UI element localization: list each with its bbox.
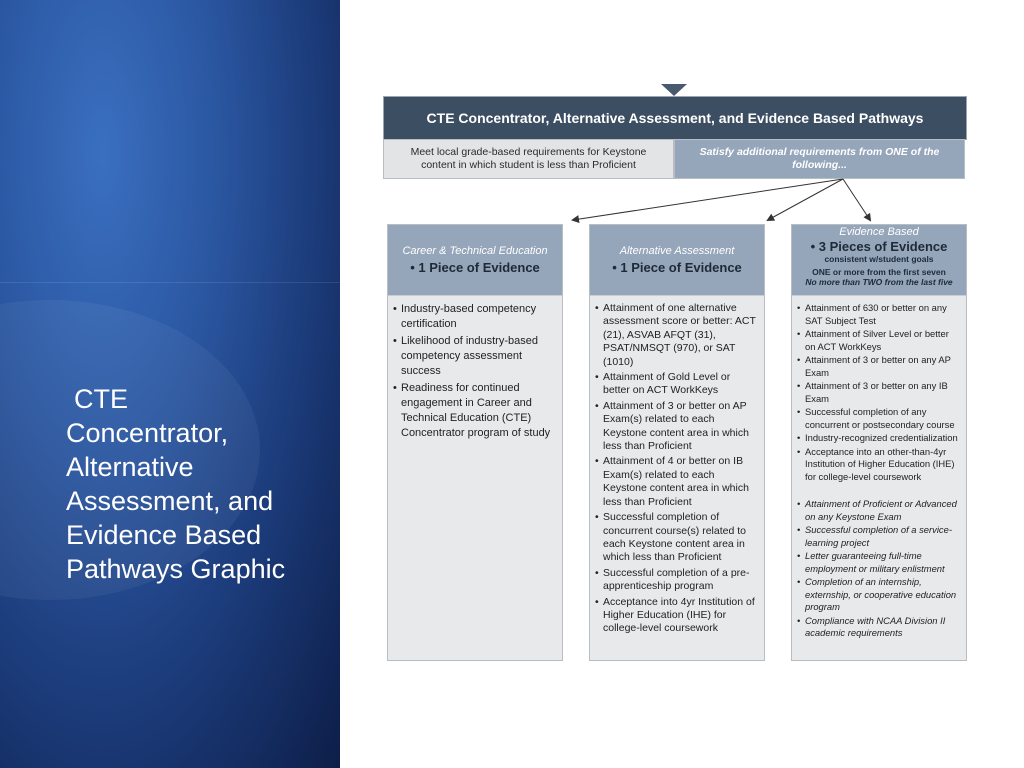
requirement-additional-line: following... [792,159,847,171]
list-item: • Letter guaranteeing full-time employment or military enlistment [797,550,961,575]
sidebar-decor-line [0,282,340,283]
list-item: • Compliance with NCAA Division II academic requirements [797,615,961,640]
list-item: • Attainment of 3 or better on any IB Exam [797,380,961,405]
column-headline: • 1 Piece of Evidence [410,260,540,275]
column-body [388,295,562,660]
list-item: • Successful completion of a pre-apprenticeship program [595,567,759,594]
requirement-local-line: Meet local grade-based requirements for Keystone [410,146,647,158]
list-item: • Industry-recognized credentialization [797,432,961,445]
column-alternative [589,224,765,661]
connector-arrows [383,84,971,244]
slide-title-line: Evidence Based [66,520,262,550]
list-item: • Attainment of 630 or better on any SAT Subject Test [797,302,961,327]
requirement-local-line: content in which student is less than Proficient [421,159,636,171]
column-header [388,225,562,295]
column-body [590,295,764,660]
column-cte [387,224,563,661]
list-item: • Likelihood of industry-based competency assessment success [393,334,557,379]
slide-title [66,382,326,586]
column-evidence [791,224,967,661]
list-item: • Successful completion of concurrent course(s) related to each Keystone content area in which less than Proficient [595,511,759,565]
list-item: • Attainment of Gold Level or better on ACT WorkKeys [595,371,759,398]
column-category: Evidence Based [839,226,919,238]
pathways-diagram [383,84,971,664]
column-header [590,225,764,295]
column-body [792,295,966,660]
list-item: • Acceptance into an other-than-4yr Institution of Higher Education (IHE) for college-level coursework [797,446,961,484]
column-headline: • 3 Pieces of Evidence [810,239,948,254]
list-item: • Industry-based competency certification [393,302,557,332]
arrow-to-cte [573,179,843,220]
slide-title-line: Concentrator, [66,418,229,448]
list-item: • Completion of an internship, externship, or cooperative education program [797,576,961,614]
list-item: • Attainment of 3 or better on AP Exam(s) related to each Keystone content area in which less than Proficient [595,400,759,454]
list-item: • Successful completion of any concurrent or postsecondary course [797,406,961,431]
slide-title-line: CTE [74,384,128,414]
slide-title-line: Assessment, and [66,486,274,516]
list-item: • Attainment of 4 or better on IB Exam(s) related to each Keystone content area in which less than Proficient [595,455,759,509]
list-item: • Attainment of Silver Level or better on ACT WorkKeys [797,328,961,353]
list-item: • Attainment of one alternative assessment score or better: ACT (21), ASVAB AFQT (31), PSAT/NMSQT (970), or SAT (1010) [595,302,759,369]
column-category: Career & Technical Education [402,245,548,257]
column-note: No more than TWO from the last five [805,277,953,287]
slide-title-line: Alternative [66,452,194,482]
diagram-header: CTE Concentrator, Alternative Assessment, and Evidence Based Pathways [383,96,967,140]
column-headline: • 1 Piece of Evidence [612,260,742,275]
requirement-additional-line: Satisfy additional requirements from ONE of the [699,146,940,158]
list-item: • Acceptance into 4yr Institution of Higher Education (IHE) for college-level coursework [595,596,759,636]
slide-title-line: Pathways Graphic [66,554,286,584]
column-header [792,225,966,295]
list-item: • Attainment of Proficient or Advanced on any Keystone Exam [797,498,961,523]
column-category: Alternative Assessment [619,245,735,257]
list-item: • Successful completion of a service-learning project [797,524,961,549]
column-note: ONE or more from the first seven [812,267,946,277]
arrow-to-evidence [843,179,870,220]
list-item: • Readiness for continued engagement in Career and Technical Education (CTE) Concentrator program of study [393,381,557,441]
list-item: • Attainment of 3 or better on any AP Exam [797,354,961,379]
sidebar-panel [0,0,340,768]
column-subtitle: consistent w/student goals [824,254,934,264]
